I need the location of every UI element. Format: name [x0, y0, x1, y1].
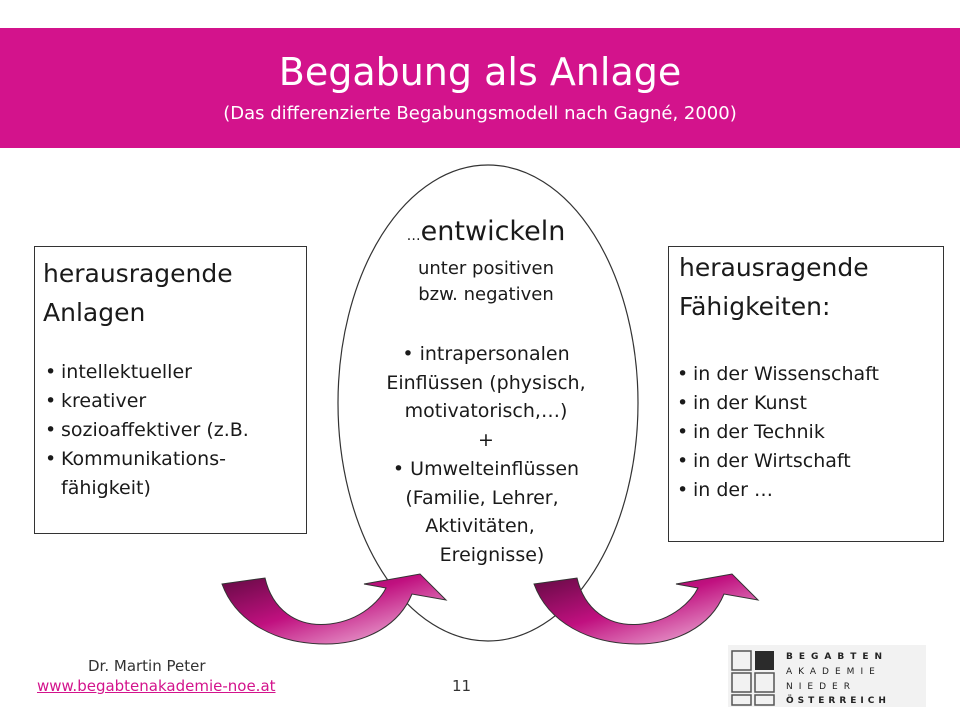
list-item	[677, 447, 879, 476]
bullet-icon: •	[677, 392, 689, 414]
list-item-text: in der …	[693, 479, 773, 501]
list-item-continuation	[45, 474, 249, 503]
bullet-icon: •	[677, 479, 689, 501]
begabtenakademie-logo	[728, 645, 926, 707]
bullet-icon: •	[392, 458, 411, 480]
list-item	[677, 389, 879, 418]
center-bullet1-line2: Einflüssen (physisch,	[386, 372, 586, 394]
list-item-text: in der Technik	[693, 421, 825, 443]
list-item	[677, 360, 879, 389]
list-item-text: kreativer	[61, 390, 147, 412]
author-name: Dr. Martin Peter	[88, 657, 206, 675]
talents-list	[45, 358, 249, 503]
slide-title: Begabung als Anlage	[278, 50, 682, 94]
abilities-list	[677, 360, 879, 505]
slide-subtitle: (Das differenzierte Begabungsmodell nach Gagné, 2000)	[223, 103, 737, 124]
bullet-icon: •	[677, 450, 689, 472]
center-bullet2-line3: Aktivitäten,	[425, 515, 535, 537]
svg-text:ÖSTERREICH: ÖSTERREICH	[786, 696, 890, 706]
abilities-box	[668, 246, 944, 542]
bullet-icon: •	[677, 421, 689, 443]
list-item-text: Kommunikations-	[61, 448, 226, 470]
bullet-icon: •	[45, 419, 57, 441]
abilities-heading-line1: herausragende	[679, 253, 869, 282]
svg-text:BEGABTEN: BEGABTEN	[786, 652, 889, 662]
svg-text:AKADEMIE: AKADEMIE	[786, 667, 881, 677]
list-item-text: fähigkeit)	[61, 477, 151, 499]
bullet-icon: •	[402, 343, 420, 365]
bullet-icon: •	[677, 363, 689, 385]
list-item	[45, 445, 249, 474]
center-bullet2-line2: (Familie, Lehrer,	[405, 487, 559, 509]
bullet-icon: •	[45, 361, 57, 383]
svg-text:NIEDER: NIEDER	[786, 682, 856, 692]
talents-box	[34, 246, 307, 534]
talents-heading-line1: herausragende	[43, 259, 233, 288]
talents-heading-line2: Anlagen	[43, 298, 146, 327]
arrow-center-to-right	[534, 574, 758, 644]
develop-heading: …entwickeln	[406, 216, 566, 247]
page-number: 11	[452, 677, 472, 695]
center-bullet1-line3: motivatorisch,…)	[404, 400, 568, 422]
center-bullet2-line4: Ereignisse)	[439, 544, 545, 566]
center-line2: bzw. negativen	[418, 284, 554, 305]
abilities-heading	[679, 248, 869, 326]
list-item-text: in der Wirtschaft	[693, 450, 851, 472]
talents-heading	[43, 254, 233, 332]
abilities-heading-line2: Fähigkeiten:	[679, 292, 831, 321]
website-link[interactable]: www.begabtenakademie-noe.at	[37, 677, 276, 695]
list-item	[677, 476, 879, 505]
list-item-text: in der Kunst	[693, 392, 807, 414]
center-bullet1: • intrapersonalen	[402, 343, 570, 365]
center-plus: +	[478, 429, 494, 451]
list-item	[45, 387, 249, 416]
list-item	[45, 358, 249, 387]
center-line1: unter positiven	[417, 258, 555, 279]
bullet-icon: •	[45, 448, 57, 470]
center-bullet2: • Umwelteinflüssen	[392, 458, 580, 480]
list-item	[45, 416, 249, 445]
bullet-icon: •	[45, 390, 57, 412]
list-item-text: in der Wissenschaft	[693, 363, 879, 385]
list-item-text: intellektueller	[61, 361, 192, 383]
list-item-text: sozioaffektiver (z.B.	[61, 419, 249, 441]
list-item	[677, 418, 879, 447]
